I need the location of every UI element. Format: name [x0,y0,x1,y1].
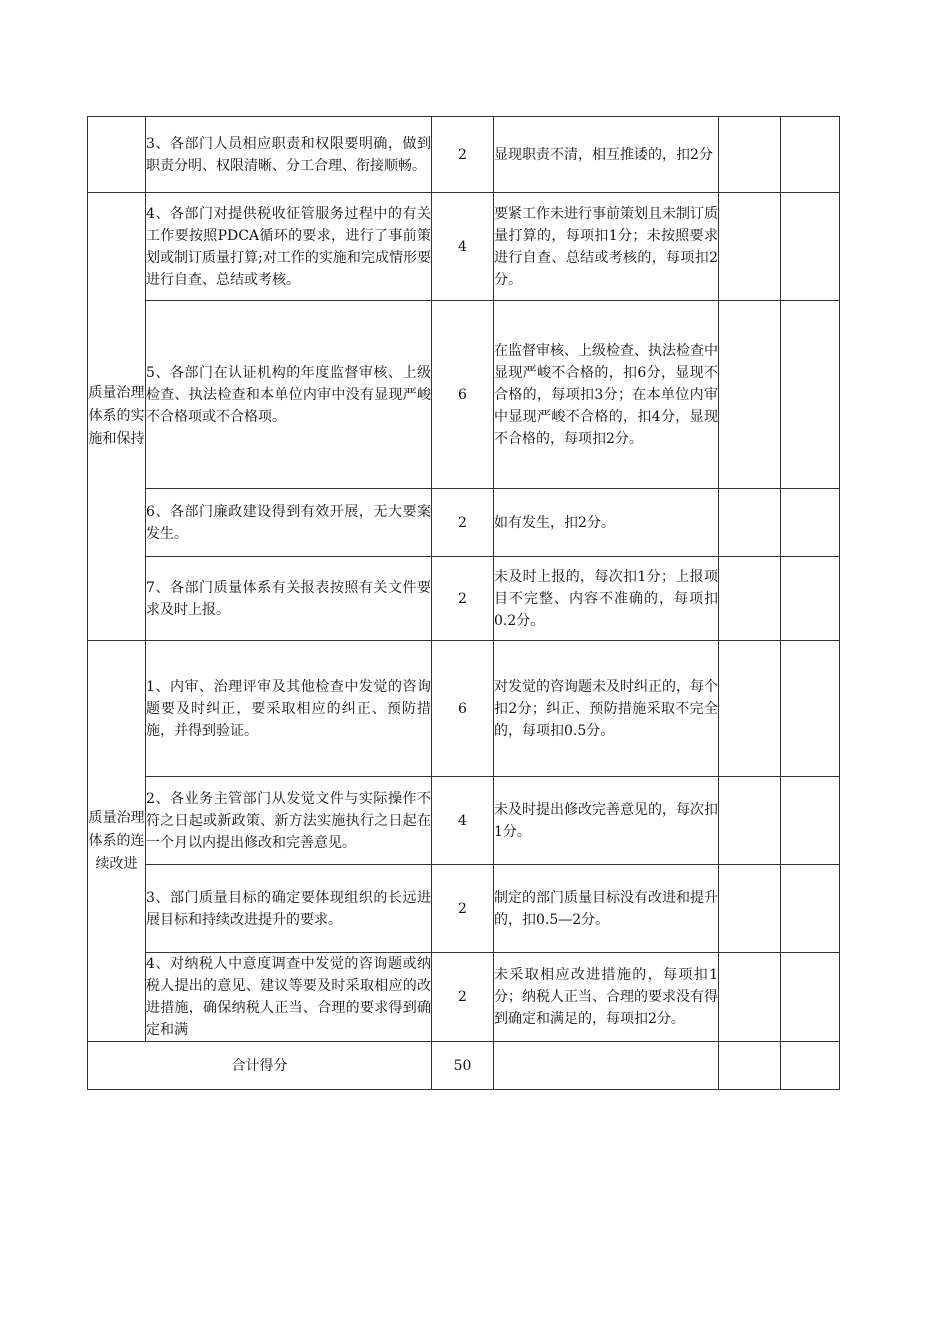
self-score-cell [719,557,781,641]
score-cell: 4 [432,193,494,301]
review-score-cell [781,117,840,193]
total-rule-cell [494,1042,719,1090]
category-cell: 质量治理体系的实施和保持 [88,193,146,641]
review-score-cell [781,777,840,865]
deduction-rule-cell: 如有发生，扣2分。 [494,489,719,557]
table-row [88,641,840,777]
review-score-cell [781,489,840,557]
deduction-rule-cell: 在监督审核、上级检查、执法检查中显现严峻不合格的，扣6分，显现不合格的，每项扣3分；在本单位内审中显现严峻不合格的，扣4分，显现不合格的，每项扣2分。 [494,301,719,489]
score-cell: 2 [432,953,494,1042]
requirement-cell: 3、各部门人员相应职责和权限要明确，做到职责分明、权限清晰、分工合理、衔接顺畅。 [146,117,432,193]
category-cell: 质量治理体系的连续改进 [88,641,146,1042]
review-score-cell [781,301,840,489]
deduction-rule-cell: 要紧工作未进行事前策划且未制订质量打算的，每项扣1分；未按照要求进行自查、总结或考核的，每项扣2分。 [494,193,719,301]
deduction-rule-cell: 对发觉的咨询题未及时纠正的，每个扣2分；纠正、预防措施采取不完全的，每项扣0.5分。 [494,641,719,777]
category-cell-empty [88,117,146,193]
table-row [88,117,840,193]
total-score: 50 [432,1042,494,1090]
requirement-cell: 3、部门质量目标的确定要体现组织的长远进展目标和持续改进提升的要求。 [146,865,432,953]
score-cell: 6 [432,641,494,777]
requirement-cell: 4、对纳税人中意度调查中发觉的咨询题或纳税人提出的意见、建议等要及时采取相应的改进措施，确保纳税人正当、合理的要求得到确定和满 [146,953,432,1042]
self-score-cell [719,193,781,301]
self-score-cell [719,641,781,777]
review-score-cell [781,557,840,641]
table-row [88,953,840,1042]
table-row [88,777,840,865]
table-row [88,489,840,557]
table-row [88,193,840,301]
deduction-rule-cell: 未及时上报的，每次扣1分；上报项目不完整、内容不准确的，每项扣0.2分。 [494,557,719,641]
evaluation-table [87,116,840,1090]
score-cell: 2 [432,117,494,193]
total-row [88,1042,840,1090]
score-cell: 2 [432,489,494,557]
self-score-cell [719,777,781,865]
self-score-cell [719,301,781,489]
deduction-rule-cell: 未采取相应改进措施的，每项扣1分；纳税人正当、合理的要求没有得到确定和满足的，每项扣2分。 [494,953,719,1042]
table-row [88,301,840,489]
table-row [88,557,840,641]
deduction-rule-cell: 制定的部门质量目标没有改进和提升的，扣0.5—2分。 [494,865,719,953]
deduction-rule-cell: 未及时提出修改完善意见的，每次扣1分。 [494,777,719,865]
requirement-cell: 7、各部门质量体系有关报表按照有关文件要求及时上报。 [146,557,432,641]
table-row [88,865,840,953]
total-label: 合计得分 [88,1042,432,1090]
requirement-cell: 5、各部门在认证机构的年度监督审核、上级检查、执法检查和本单位内审中没有显现严峻不合格项或不合格项。 [146,301,432,489]
self-score-cell [719,1042,781,1090]
self-score-cell [719,117,781,193]
score-cell: 2 [432,865,494,953]
self-score-cell [719,953,781,1042]
requirement-cell: 1、内审、治理评审及其他检查中发觉的咨询题要及时纠正，要采取相应的纠正、预防措施，并得到验证。 [146,641,432,777]
requirement-cell: 4、各部门对提供税收征管服务过程中的有关工作要按照PDCA循环的要求，进行了事前策划或制订质量打算;对工作的实施和完成情形要进行自查、总结或考核。 [146,193,432,301]
requirement-cell: 2、各业务主管部门从发觉文件与实际操作不符之日起或新政策、新方法实施执行之日起在一个月以内提出修改和完善意见。 [146,777,432,865]
score-cell: 4 [432,777,494,865]
score-cell: 2 [432,557,494,641]
review-score-cell [781,193,840,301]
deduction-rule-cell: 显现职责不清，相互推诿的，扣2分 [494,117,719,193]
score-cell: 6 [432,301,494,489]
review-score-cell [781,865,840,953]
self-score-cell [719,865,781,953]
review-score-cell [781,1042,840,1090]
review-score-cell [781,953,840,1042]
self-score-cell [719,489,781,557]
requirement-cell: 6、各部门廉政建设得到有效开展，无大要案发生。 [146,489,432,557]
review-score-cell [781,641,840,777]
